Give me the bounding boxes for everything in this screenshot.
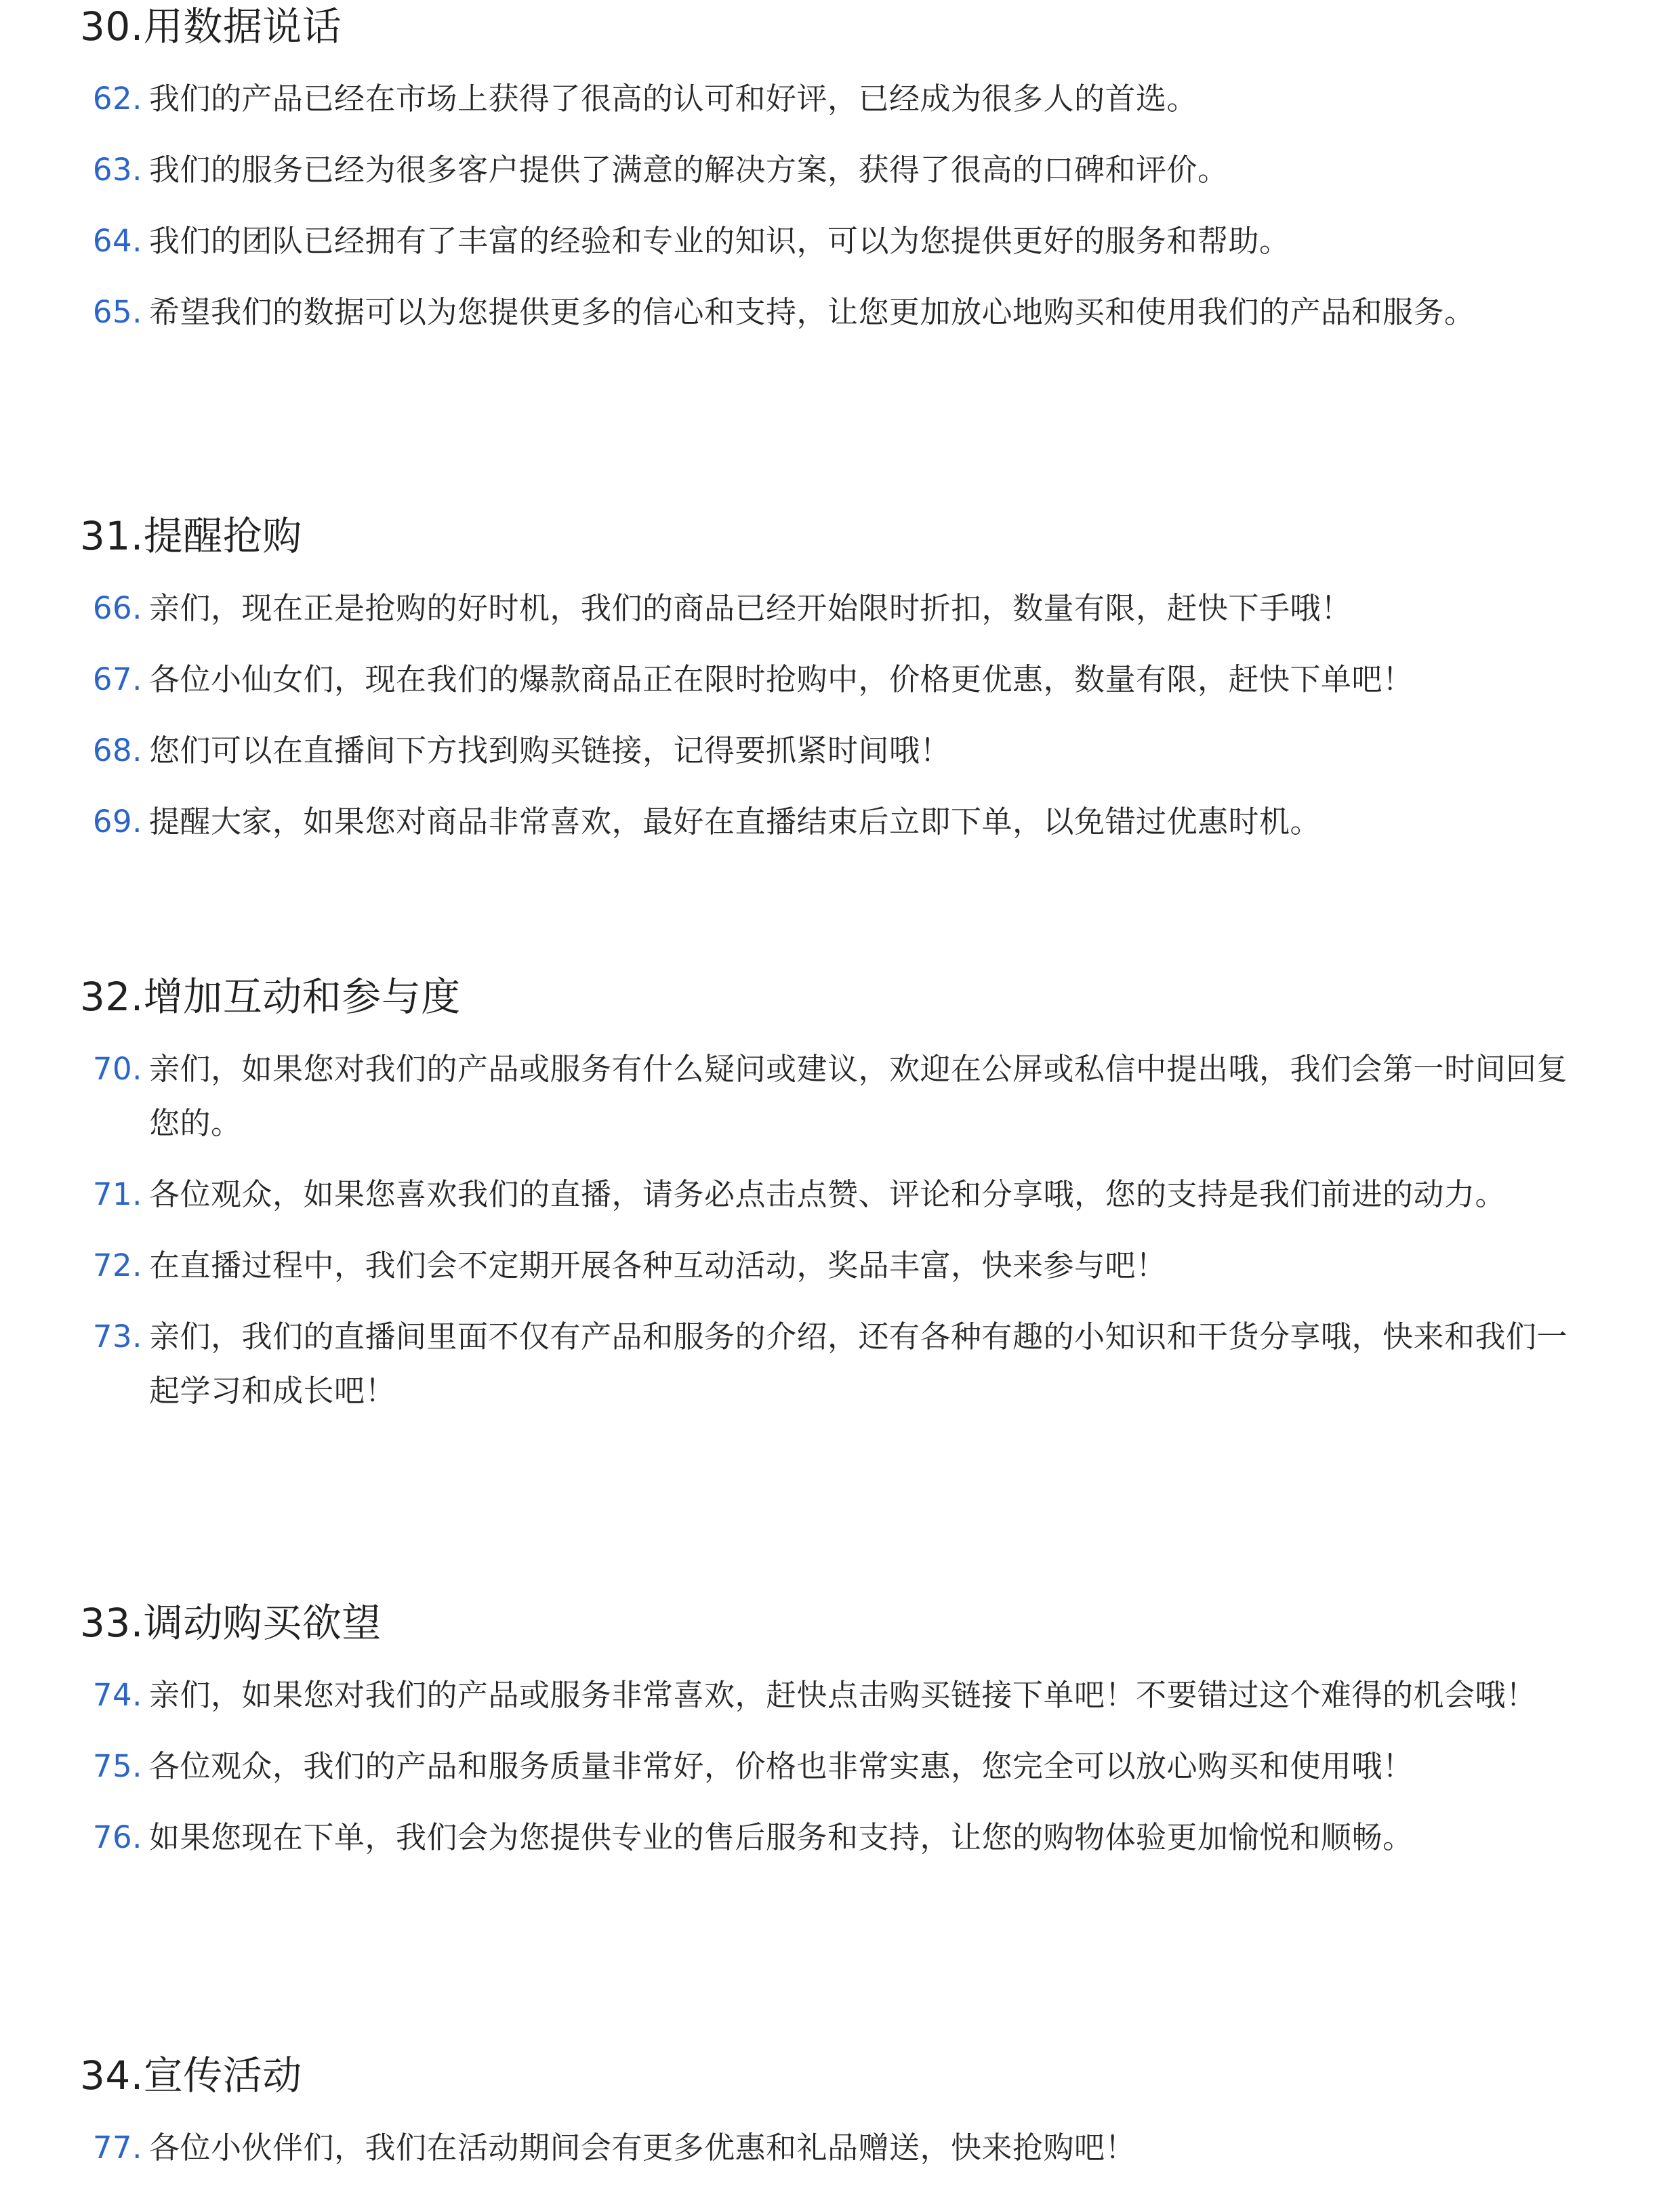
item-number: 74. [92, 1677, 142, 1713]
item-number: 63. [92, 152, 142, 188]
list-item [80, 1042, 1584, 1151]
item-number: 71. [92, 1176, 142, 1212]
section-32 [80, 970, 1584, 1435]
numbered-list [80, 1668, 1584, 1865]
item-number: 76. [92, 1819, 142, 1855]
item-number: 70. [92, 1051, 142, 1087]
item-text: 各位小仙女们，现在我们的爆款商品正在限时抢购中，价格更优惠，数量有限，赶快下单吧！ [149, 661, 1414, 697]
list-item [80, 1310, 1584, 1418]
section-34 [80, 2049, 1584, 2192]
item-number: 73. [92, 1319, 142, 1355]
item-text: 我们的产品已经在市场上获得了很高的认可和好评，已经成为很多人的首选。 [149, 81, 1198, 117]
section-heading: 33.调动购买欲望 [80, 1600, 382, 1646]
item-text: 亲们，我们的直播间里面不仅有产品和服务的介绍，还有各种有趣的小知识和干货分享哦，快来和我们一起学习和成长吧！ [149, 1319, 1568, 1409]
list-item [80, 1811, 1584, 1865]
item-text: 亲们，如果您对我们的产品或服务非常喜欢，赶快点击购买链接下单吧！不要错过这个难得的机会哦！ [149, 1677, 1537, 1713]
section-heading: 30.用数据说话 [80, 3, 342, 49]
list-item [80, 724, 1584, 778]
item-number: 77. [92, 2130, 142, 2166]
list-item [80, 285, 1584, 339]
section-heading: 31.提醒抢购 [80, 513, 302, 559]
item-text: 您们可以在直播间下方找到购买链接，记得要抓紧时间哦！ [149, 732, 951, 768]
item-text: 在直播过程中，我们会不定期开展各种互动活动，奖品丰富，快来参与吧！ [149, 1247, 1167, 1283]
section-heading: 34.宣传活动 [80, 2052, 302, 2098]
list-item [80, 143, 1584, 197]
list-item [80, 214, 1584, 268]
numbered-list [80, 2121, 1584, 2175]
item-number: 67. [92, 661, 142, 697]
numbered-list [80, 72, 1584, 339]
item-number: 65. [92, 294, 142, 330]
item-number: 75. [92, 1748, 142, 1784]
list-item [80, 2121, 1584, 2175]
list-item [80, 795, 1584, 849]
section-heading: 32.增加互动和参与度 [80, 974, 461, 1020]
numbered-list [80, 1042, 1584, 1418]
item-text: 我们的服务已经为很多客户提供了满意的解决方案，获得了很高的口碑和评价。 [149, 152, 1229, 188]
item-text: 亲们，如果您对我们的产品或服务有什么疑问或建议，欢迎在公屏或私信中提出哦，我们会第一时间回复您的。 [149, 1051, 1568, 1141]
section-31 [80, 510, 1584, 866]
list-item [80, 1739, 1584, 1794]
item-text: 我们的团队已经拥有了丰富的经验和专业的知识，可以为您提供更好的服务和帮助。 [149, 223, 1290, 259]
item-number: 64. [92, 223, 142, 259]
item-text: 如果您现在下单，我们会为您提供专业的售后服务和支持，让您的购物体验更加愉悦和顺畅。 [149, 1819, 1414, 1855]
list-item [80, 581, 1584, 636]
item-number: 69. [92, 804, 142, 840]
item-number: 68. [92, 732, 142, 768]
item-text: 各位观众，如果您喜欢我们的直播，请务必点击点赞、评论和分享哦，您的支持是我们前进的动力。 [149, 1176, 1507, 1212]
item-number: 72. [92, 1247, 142, 1283]
item-text: 各位观众，我们的产品和服务质量非常好，价格也非常实惠，您完全可以放心购买和使用哦！ [149, 1748, 1414, 1784]
section-30 [80, 0, 1584, 356]
list-item [80, 1668, 1584, 1722]
list-item [80, 1167, 1584, 1222]
item-text: 希望我们的数据可以为您提供更多的信心和支持，让您更加放心地购买和使用我们的产品和服务。 [149, 294, 1475, 330]
list-item [80, 72, 1584, 126]
item-text: 亲们，现在正是抢购的好时机，我们的商品已经开始限时折扣，数量有限，赶快下手哦！ [149, 590, 1352, 626]
list-item [80, 1239, 1584, 1293]
item-number: 66. [92, 590, 142, 626]
numbered-list [80, 581, 1584, 849]
section-33 [80, 1596, 1584, 1882]
item-text: 各位小伙伴们，我们在活动期间会有更多优惠和礼品赠送，快来抢购吧！ [149, 2130, 1136, 2166]
item-number: 62. [92, 81, 142, 117]
item-text: 提醒大家，如果您对商品非常喜欢，最好在直播结束后立即下单，以免错过优惠时机。 [149, 804, 1322, 840]
list-item [80, 653, 1584, 707]
